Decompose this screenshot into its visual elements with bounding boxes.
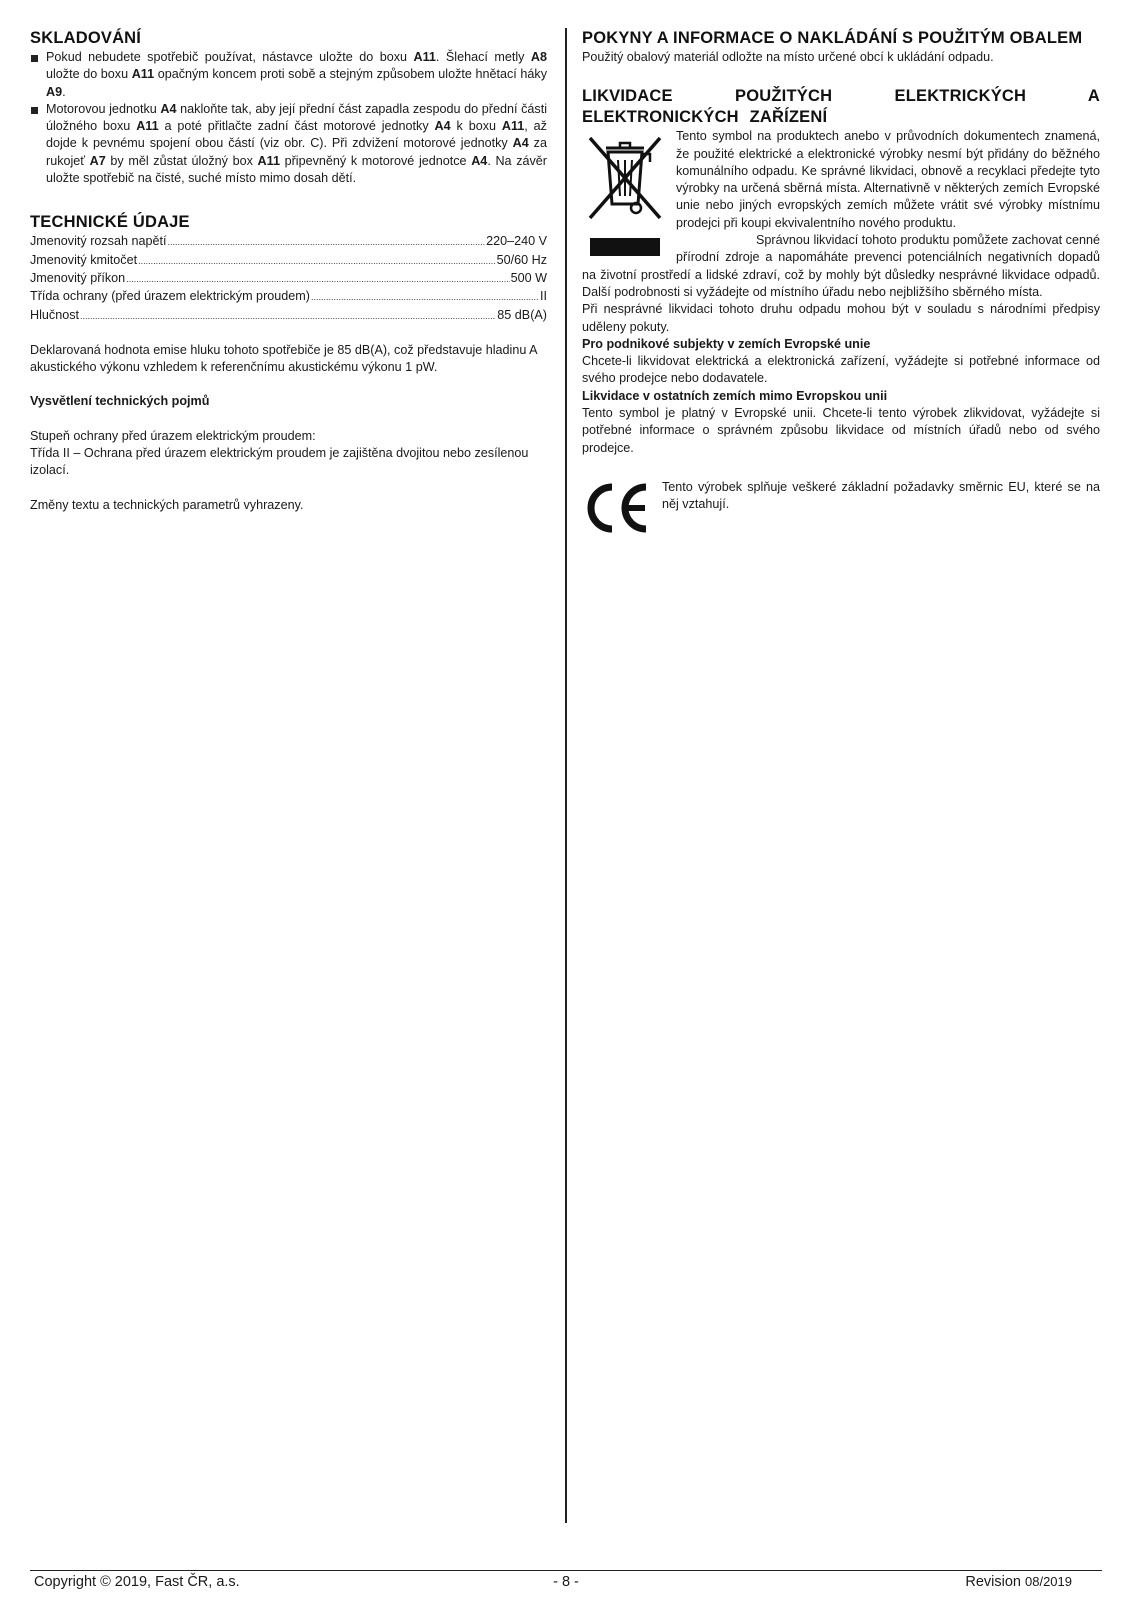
part-ref: A4 bbox=[160, 101, 177, 116]
right-column bbox=[582, 28, 1100, 535]
footer-rule bbox=[30, 1570, 1102, 1571]
changes-note: Změny textu a technických parametrů vyhrazeny. bbox=[30, 497, 304, 512]
part-ref: A11 bbox=[136, 119, 159, 134]
spec-value: II bbox=[540, 289, 547, 304]
tech-title: TECHNICKÉ ÚDAJE bbox=[30, 213, 190, 232]
weee-section bbox=[582, 128, 1100, 457]
part-ref: A8 bbox=[530, 50, 547, 64]
other-countries-title: Likvidace v ostatních zemích mimo Evropskou unii bbox=[582, 388, 888, 403]
revision-date: 08/2019 bbox=[1025, 1574, 1072, 1589]
text-run: nakloňte tak, aby její přední část zapadla zespodu do přední části úložného boxu bbox=[46, 101, 548, 134]
noise-note: Deklarovaná hodnota emise hluku tohoto spotřebiče je 85 dB(A), což představuje hladinu A akustického výkonu vzhledem k referenčnímu akustickému výkonu 1 pW. bbox=[30, 342, 537, 375]
spec-value: 220–240 V bbox=[486, 234, 547, 249]
text-run: . bbox=[62, 84, 66, 99]
terms-title: Vysvětlení technických pojmů bbox=[30, 394, 210, 409]
packaging-text: Použitý obalový materiál odložte na místo určené obcí k ukládání odpadu. bbox=[582, 50, 994, 64]
crossed-out-wheelie-bin-icon bbox=[584, 132, 666, 262]
other-countries-text: Tento symbol je platný v Evropské unii. Chcete-li tento výrobek zlikvidovat, vyžádejte si potřebné informace o správném způsobu likvidace od místních úřadů nebo od svého prodejce. bbox=[582, 406, 1100, 455]
part-ref: A11 bbox=[413, 50, 436, 64]
text-run: a poté přitlačte zadní část motorové jednotky bbox=[158, 119, 435, 134]
text-run: opačným koncem proti sobě a stejným způsobem uložte hnětací háky bbox=[154, 67, 547, 82]
spec-label: Jmenovitý příkon bbox=[30, 270, 126, 285]
revision bbox=[965, 1572, 1072, 1592]
protection-text: Třída II – Ochrana před úrazem elektrickým proudem je zajištěna dvojitou nebo zesílenou izolací. bbox=[30, 446, 529, 478]
weee-correct-disposal: Správnou likvidací tohoto produktu pomůžete zachovat cenné přírodní zdroje a napomáháte prevenci potenciálních negativních dopadů na životní prostředí a lidské zdraví, což by mohly být důsledky nesprávné likvidace odpadů. Další podrobnosti si vyžádejte od místního úřadu nebo nejbližšího sběrného místa. bbox=[582, 233, 1100, 299]
text-run: by měl zůstat úložný box bbox=[105, 153, 258, 168]
spec-label: Jmenovitý rozsah napětí bbox=[30, 234, 167, 249]
weee-penalty: Při nesprávné likvidaci tohoto druhu odpadu mohou být v souladu s národními předpisy uděleny pokuty. bbox=[582, 302, 1100, 334]
dot-leader bbox=[168, 233, 486, 251]
storage-list bbox=[30, 49, 547, 187]
packaging-title: POKYNY A INFORMACE O NAKLÁDÁNÍ S POUŽITÝM OBALEM bbox=[582, 29, 1083, 47]
spec-row-protection-class bbox=[30, 288, 547, 306]
dot-leader bbox=[138, 252, 496, 270]
ce-section bbox=[582, 477, 1100, 535]
weee-title: LIKVIDACE POUŽITÝCH ELEKTRICKÝCH A ELEKTRONICKÝCH ZAŘÍZENÍ bbox=[582, 87, 1100, 127]
part-ref: A4 bbox=[434, 119, 451, 134]
text-run: k boxu bbox=[450, 119, 502, 134]
spec-label: Hlučnost bbox=[30, 307, 79, 322]
dot-leader bbox=[126, 270, 509, 288]
storage-title: SKLADOVÁNÍ bbox=[30, 29, 142, 47]
ce-mark-icon bbox=[582, 481, 652, 535]
dot-leader bbox=[80, 307, 496, 325]
part-ref: A9 bbox=[46, 84, 63, 99]
part-ref: A4 bbox=[512, 136, 529, 151]
spec-list bbox=[30, 233, 547, 324]
text-run: za rukojeť bbox=[46, 136, 547, 168]
text-run: , až dojde k pevnému spojení obou částí (viz obr. C). Při zdvižení motorové jednotky bbox=[46, 119, 547, 151]
text-run: . Na závěr uložte spotřebič na čisté, suché místo mimo dosah dětí. bbox=[46, 153, 547, 186]
page-number: - 8 - bbox=[553, 1574, 579, 1590]
spec-row-frequency bbox=[30, 252, 547, 270]
spec-value: 50/60 Hz bbox=[496, 252, 547, 267]
spec-label: Třída ochrany (před úrazem elektrickým proudem) bbox=[30, 289, 310, 304]
storage-bullet-2 bbox=[30, 101, 547, 187]
weee-intro: Tento symbol na produktech anebo v průvodních dokumentech znamená, že použité elektrické a elektronické výrobky nesmí být přidány do běžného komunálního odpadu. Ke správné likvidaci, obnově a recyklaci předejte tyto výrobky na určená sběrná místa. Alternativně v některých zemích Evropské unie nebo jiných evropských zemích můžete vrátit své výrobky místnímu prodejci při koupi ekvivalentního nového produktu. bbox=[676, 129, 1100, 230]
spec-row-voltage bbox=[30, 233, 547, 251]
spec-row-noise bbox=[30, 307, 547, 325]
spec-row-power bbox=[30, 270, 547, 288]
part-ref: A11 bbox=[257, 153, 280, 168]
text-run: . Šlehací metly bbox=[435, 50, 531, 64]
part-ref: A4 bbox=[471, 153, 488, 168]
ce-text: Tento výrobek splňuje veškeré základní požadavky směrnic EU, které se na něj vztahují. bbox=[662, 479, 1100, 512]
part-ref: A11 bbox=[501, 119, 525, 134]
text-run: uložte do boxu bbox=[46, 67, 132, 82]
text-run: připevněný k motorové jednotce bbox=[279, 153, 472, 168]
business-text: Chcete-li likvidovat elektrická a elektronická zařízení, vyžádejte si potřebné informace od svého prodejce nebo dodavatele. bbox=[582, 354, 1100, 386]
column-divider bbox=[565, 28, 567, 1523]
copyright: Copyright © 2019, Fast ČR, a.s. bbox=[34, 1574, 240, 1590]
storage-bullet-1 bbox=[30, 49, 547, 101]
text-run: Motorovou jednotku bbox=[46, 101, 161, 116]
part-ref: A11 bbox=[131, 67, 155, 82]
revision-label: Revision bbox=[965, 1574, 1021, 1590]
text-run: Pokud nebudete spotřebič používat, nástavce uložte do boxu bbox=[46, 50, 414, 64]
part-ref: A7 bbox=[89, 153, 106, 168]
dot-leader bbox=[311, 288, 539, 306]
business-title: Pro podnikové subjekty v zemích Evropské unie bbox=[582, 336, 871, 351]
protection-title: Stupeň ochrany před úrazem elektrickým proudem: bbox=[30, 428, 316, 443]
spec-value: 85 dB(A) bbox=[497, 307, 547, 322]
spec-value: 500 W bbox=[510, 270, 547, 285]
left-column bbox=[30, 28, 547, 514]
spec-label: Jmenovitý kmitočet bbox=[30, 252, 138, 267]
